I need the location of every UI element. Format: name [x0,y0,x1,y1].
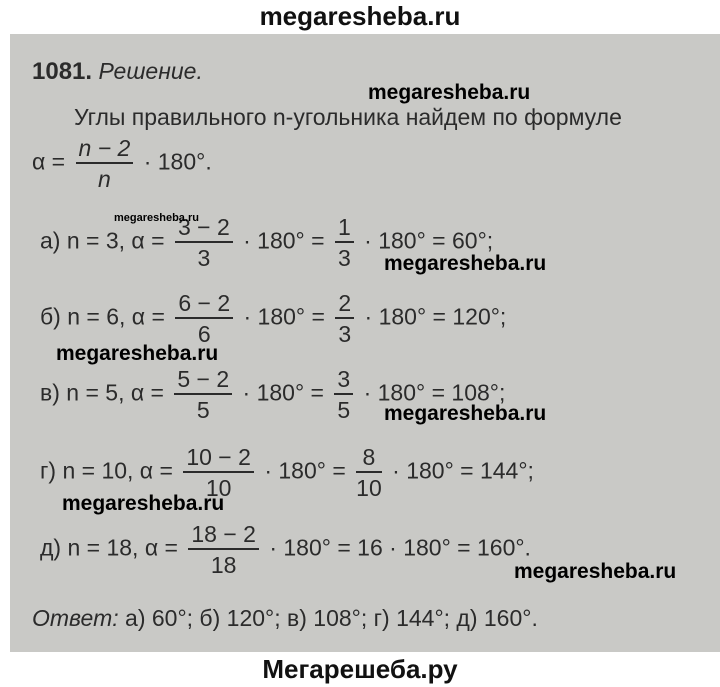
watermark: megaresheba.ru [368,81,531,104]
case-tail: · 180° = 60°; [364,227,494,254]
case-tail: · 180° = 144°; [392,457,534,484]
textbook-page [10,34,720,652]
case-fraction-1 [174,366,232,423]
formula-fraction [76,135,134,192]
formula-denominator: n [98,166,111,192]
case-b [40,290,506,347]
numerator: 3 − 2 [175,214,233,243]
case-mid: · 180° = [243,303,325,330]
denominator: 5 [196,397,210,423]
case-fraction-2 [335,290,354,347]
case-tail: · 180° = 120°; [364,303,507,330]
numerator: 5 − 2 [174,366,232,395]
site-header[interactable]: megaresheba.ru [0,0,720,34]
answer-label: Ответ: [32,605,119,631]
watermark: megaresheba.ru [62,492,225,515]
case-prefix: д) n = 18, α = [40,534,178,561]
numerator: 2 [335,290,354,319]
answer-text: а) 60°; б) 120°; в) 108°; г) 144°; д) 160°. [125,605,538,631]
denominator: 10 [205,475,232,501]
numerator: 1 [335,214,354,243]
case-tail: · 180° = 108°; [363,379,506,406]
case-mid: · 180° = [264,457,346,484]
formula-tail: · 180°. [143,148,212,175]
case-prefix: г) n = 10, α = [40,457,173,484]
site-footer[interactable]: Мегарешеба.ру [0,652,720,687]
case-fraction-1 [175,290,233,347]
denominator: 6 [197,321,211,347]
watermark: megaresheba.ru [384,252,547,275]
denominator: 3 [338,321,352,347]
watermark: megaresheba.ru [56,342,219,365]
case-tail: · 180° = 16 · 180° = 160°. [269,534,531,561]
case-fraction-2 [334,366,353,423]
numerator: 3 [334,366,353,395]
formula-lhs: α = [32,148,66,175]
intro-text: Углы правильного n-угольника найдем по формуле [74,104,622,130]
answer-line [32,605,538,631]
case-fraction-2 [356,444,382,501]
case-d [40,521,531,578]
case-prefix: в) n = 5, α = [40,379,164,406]
case-mid: · 180° = [242,379,324,406]
numerator: 18 − 2 [188,521,259,550]
formula-numerator: n − 2 [76,135,134,164]
case-fraction-1 [188,521,259,578]
case-fraction-2 [335,214,354,271]
watermark: megaresheba.ru [114,212,199,224]
denominator: 3 [197,245,211,271]
numerator: 8 [356,444,382,473]
problem-number: 1081. [32,58,93,85]
denominator: 10 [356,475,382,501]
formula-line [32,135,212,192]
case-prefix: б) n = 6, α = [40,303,165,330]
numerator: 6 − 2 [175,290,233,319]
problem-title-line [32,58,203,85]
denominator: 5 [337,397,351,423]
case-mid: · 180° = [243,227,325,254]
denominator: 3 [337,245,351,271]
case-prefix: а) n = 3, α = [40,227,165,254]
denominator: 18 [210,552,237,578]
watermark: megaresheba.ru [514,560,677,583]
watermark: megaresheba.ru [384,402,547,425]
numerator: 10 − 2 [183,444,254,473]
solution-heading: Решение. [98,58,203,84]
